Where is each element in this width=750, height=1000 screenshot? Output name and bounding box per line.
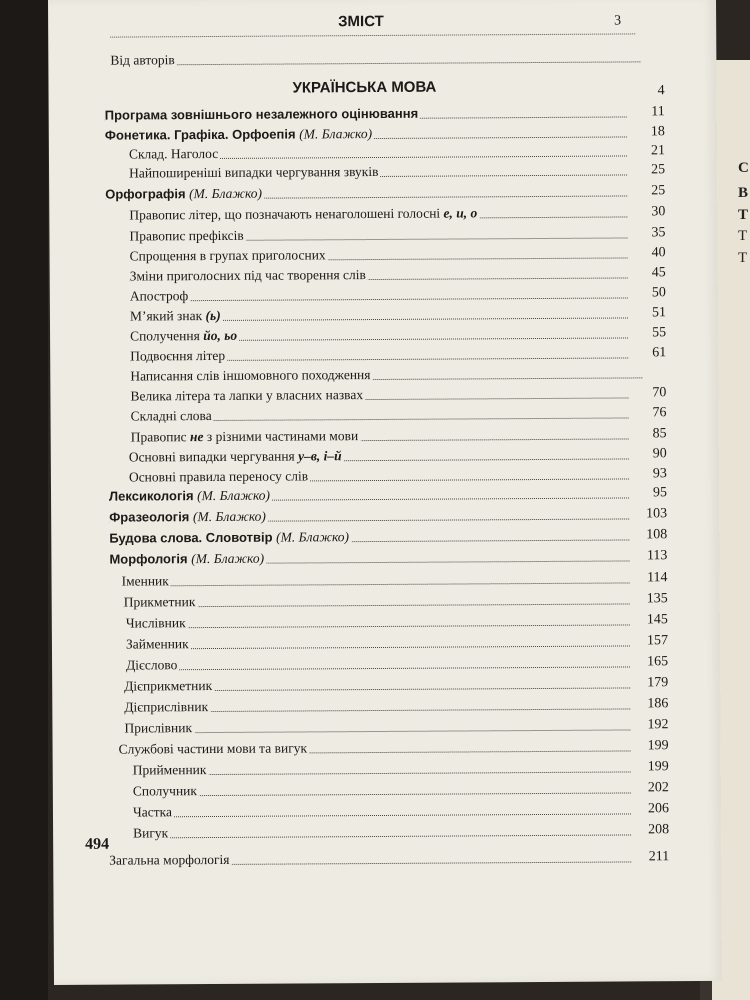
- toc-entry-label: [129, 146, 220, 163]
- toc-entry-label: [129, 164, 380, 182]
- toc-entry-page: 95: [652, 485, 668, 501]
- toc-entry-page: 202: [647, 780, 669, 796]
- toc-entry-label: [109, 852, 231, 869]
- toc-entry: [52, 588, 720, 612]
- toc-entry-label-part: (М. Блажко): [192, 508, 266, 525]
- toc-entry-page: 21: [650, 143, 665, 159]
- toc-entry: [52, 630, 720, 654]
- toc-entry-label: [126, 615, 188, 631]
- toc-entry-page: 45: [651, 265, 666, 281]
- toc-entry-page: 61: [652, 345, 667, 361]
- toc-entry: [53, 819, 721, 843]
- toc-entry: [51, 482, 719, 506]
- toc-entry-page: 93: [652, 466, 667, 482]
- toc-entry-label-part: е, и, о: [443, 205, 478, 221]
- toc-entry-label-part: Загальна морфологія: [109, 851, 230, 868]
- toc-entry: [53, 777, 721, 801]
- toc-entry-page: 208: [648, 822, 670, 838]
- toc-entry-page: 76: [652, 405, 667, 421]
- toc-entry-label-part: Правопис літер, що позначають ненаголошені голосні: [129, 205, 444, 223]
- toc-entry-label-part: Будова слова. Словотвір: [109, 529, 277, 546]
- toc-entry-label-part: Склад. Наголос: [128, 145, 219, 162]
- toc-entry-label: [130, 308, 223, 325]
- toc-entry-label: [130, 328, 239, 345]
- toc-entry-label-part: Сполучник: [132, 783, 197, 799]
- toc-entry-page: 35: [651, 225, 666, 241]
- toc-entry-label: [105, 126, 374, 144]
- toc-entry-page: 55: [651, 325, 667, 341]
- toc-entry: [49, 80, 717, 104]
- toc-entry-page: 51: [651, 305, 666, 321]
- toc-entry: [51, 524, 719, 548]
- toc-entry-label: [130, 288, 190, 304]
- toc-entry-label-part: Займенник: [125, 636, 189, 652]
- toc-entry-label: [130, 267, 368, 284]
- toc-entry: [51, 545, 719, 569]
- toc-entry: [53, 798, 721, 822]
- toc-entry-label-part: Правопис: [130, 429, 191, 445]
- toc-entry-label: [130, 348, 227, 365]
- toc-entry-label: [129, 448, 344, 465]
- toc-entry: [50, 402, 718, 426]
- toc-entry-label-part: Правопис префіксів: [129, 227, 244, 244]
- toc-entry-page: 25: [651, 183, 666, 199]
- toc-entry-label-part: Фонетика. Графіка. Орфоепія: [104, 126, 300, 143]
- toc-entry-label: [130, 247, 328, 264]
- toc-entry-page: 145: [646, 612, 668, 628]
- toc-entry-label: [131, 428, 361, 445]
- leader-dots: [126, 645, 630, 649]
- toc-entry-label-part: Велика літера та лапки у власних назвах: [130, 387, 364, 404]
- toc-entry-label: [126, 657, 179, 673]
- toc-entry: [53, 846, 721, 870]
- background-dark-left: [0, 0, 48, 1000]
- toc-entry: [53, 735, 721, 759]
- leader-dots: [126, 624, 630, 628]
- toc-entry-page: 4: [657, 83, 665, 99]
- toc-entry: [52, 714, 720, 738]
- toc-entry-label: [133, 783, 199, 799]
- toc-entry-label-part: Прислівник: [124, 720, 193, 736]
- toc-entry-label-part: Зміни приголосних під час творення слів: [129, 267, 366, 284]
- toc-entry-page: 211: [648, 849, 670, 865]
- toc-entry-label-part: Написання слів іншомовного походження: [130, 367, 371, 384]
- section-title: УКРАЇНСЬКА МОВА: [292, 78, 437, 97]
- leader-dots: [124, 729, 630, 733]
- toc-entry-label: [129, 468, 310, 485]
- toc-entry-label-part: йо, ьо: [203, 327, 238, 344]
- toc-entry-label-part: Найпоширеніші випадки чергування звуків: [129, 163, 379, 181]
- toc-entry-page: 108: [646, 527, 668, 543]
- toc-entry-label-part: (М. Блажко): [191, 550, 265, 567]
- toc-entry-label-part: Фразеологія: [109, 509, 194, 525]
- toc-entry-label: [133, 804, 174, 820]
- toc-entry-label-part: не: [189, 429, 204, 445]
- toc-entry-label-part: Вигук: [133, 825, 169, 841]
- toc-entry-label-part: (М. Блажко): [189, 185, 263, 202]
- toc-entry-label-part: Іменник: [121, 573, 169, 589]
- toc-entry-page: 186: [647, 696, 669, 712]
- toc-entry-page: 11: [651, 104, 665, 120]
- toc-entry-label-part: Морфологія: [109, 551, 192, 567]
- toc-entry-page: 70: [652, 385, 667, 401]
- leader-dots: [124, 603, 630, 607]
- toc-entry-label: [122, 573, 171, 589]
- leader-dots: [122, 582, 630, 586]
- toc-entry-label-part: Сполучення: [130, 328, 204, 344]
- toc-entry-page: 179: [647, 675, 669, 691]
- toc-entry-page: 114: [647, 570, 668, 586]
- toc-entry-label-part: (ь): [205, 307, 221, 324]
- toc-entry-label: [119, 740, 310, 757]
- toc-entry-label-part: Лексикологія: [108, 488, 198, 504]
- leader-dots: [126, 666, 630, 670]
- toc-entry-label-part: Числівник: [125, 615, 186, 631]
- toc-entry-label: [124, 678, 214, 695]
- toc-entry-label: [124, 594, 198, 610]
- toc-entry-page: 50: [651, 285, 666, 301]
- toc-entry-label-part: (М. Блажко): [276, 529, 350, 545]
- header-rule: [110, 33, 635, 37]
- toc-entry: [53, 756, 721, 780]
- toc-entry: [51, 567, 719, 591]
- toc-entry-page: 206: [647, 801, 669, 817]
- toc-entry: [52, 693, 720, 717]
- toc-entry-label-part: Програма зовнішнього незалежного оцінювання: [104, 105, 419, 123]
- toc-entry-label: [110, 52, 176, 68]
- toc-entry: [48, 46, 716, 70]
- toc-entry-label: [133, 825, 170, 841]
- toc-entry-label: [105, 186, 264, 203]
- toc-entry-page: 18: [650, 124, 665, 140]
- toc-entry-label-part: Основні випадки чергування: [128, 448, 299, 465]
- toc-entry-label: [130, 408, 213, 425]
- toc-entry-label: [109, 509, 268, 526]
- toc-entry-label: [109, 551, 266, 568]
- page-header: [48, 0, 716, 40]
- toc-entry-page: 113: [646, 548, 668, 564]
- toc-entry-page: 85: [652, 426, 667, 442]
- toc-entry: [52, 672, 720, 696]
- toc-entry: [52, 651, 720, 675]
- toc-entry: [52, 609, 720, 633]
- toc-entry-page: 135: [646, 591, 668, 607]
- toc-entry-page: 25: [651, 162, 666, 178]
- toc-entry-label: [109, 529, 351, 546]
- edge-letter: С: [738, 160, 749, 176]
- toc-entry-page: 90: [652, 446, 667, 462]
- header-page-number: 3: [614, 13, 622, 29]
- leader-dots: [133, 813, 631, 817]
- toc-entry-label-part: Дієприслівник: [124, 699, 209, 715]
- toc-entry-label-part: Апостроф: [129, 288, 189, 304]
- toc-entry-label: [109, 488, 272, 505]
- toc-entry-page: 165: [647, 654, 669, 670]
- toc-entry-label-part: Частка: [132, 804, 173, 820]
- toc-entry-page: 192: [647, 717, 669, 733]
- toc-entry-label-part: М’який знак: [129, 308, 206, 324]
- toc-entry-label-part: Дієприкметник: [124, 678, 213, 694]
- toc-entry-label: [129, 205, 479, 223]
- toc-entry-page: 103: [646, 506, 668, 522]
- leader-dots: [133, 792, 631, 796]
- toc-entry-page: 199: [647, 759, 669, 775]
- toc-entry-label-part: Подвоєння літер: [130, 347, 226, 364]
- toc-entry-label-part: Службові частини мови та вигук: [118, 740, 308, 757]
- toc-entry-label-part: (М. Блажко): [299, 126, 373, 142]
- toc-entry-label: [124, 699, 210, 716]
- edge-letter: Т: [738, 228, 748, 244]
- toc-entry-label: [130, 367, 372, 384]
- leader-dots: [133, 834, 631, 838]
- toc-entry-label-part: (М. Блажко): [197, 487, 271, 504]
- toc-entry-label-part: з різними частинами мови: [203, 428, 359, 445]
- leader-dots: [110, 61, 640, 65]
- toc-entry-label: [124, 720, 194, 736]
- page-title: ЗМІСТ: [338, 12, 384, 31]
- toc-entry: [49, 201, 717, 225]
- toc-entry: [51, 503, 719, 527]
- leader-dots: [130, 297, 628, 301]
- toc-entry-label: [130, 387, 365, 404]
- toc-entry-label-part: Спрощення в групах приголосних: [129, 247, 326, 264]
- edge-letter: В: [738, 185, 749, 201]
- toc-entry: [49, 159, 717, 183]
- toc-entry-page: 30: [651, 204, 666, 220]
- toc-entry-page: 40: [651, 245, 666, 261]
- toc-entry-label-part: Прийменник: [132, 762, 207, 778]
- edge-letter: Т: [738, 207, 749, 223]
- toc-entry-label-part: Від авторів: [110, 52, 175, 68]
- toc-entry: [49, 180, 717, 204]
- toc-entry-label: [129, 228, 245, 245]
- toc-entry-label: [133, 762, 209, 778]
- toc-entry-label-part: Дієслово: [126, 657, 178, 673]
- book-page: [48, 0, 722, 985]
- folio-page-number: 494: [85, 835, 110, 853]
- toc-entry-label: [105, 106, 421, 124]
- toc-entry-label: [126, 636, 191, 652]
- toc-entry-label-part: Орфографія: [105, 186, 190, 202]
- toc-entry-label-part: Прикметник: [123, 594, 196, 610]
- toc-entry-label-part: Складні слова: [130, 408, 212, 424]
- toc-entry-label-part: у–в, і–й: [298, 448, 342, 464]
- toc-entry-label-part: Основні правила переносу слів: [128, 468, 309, 485]
- toc-entry-page: 157: [646, 633, 668, 649]
- toc-entry-page: 199: [647, 738, 669, 754]
- edge-letter: Т: [738, 250, 748, 266]
